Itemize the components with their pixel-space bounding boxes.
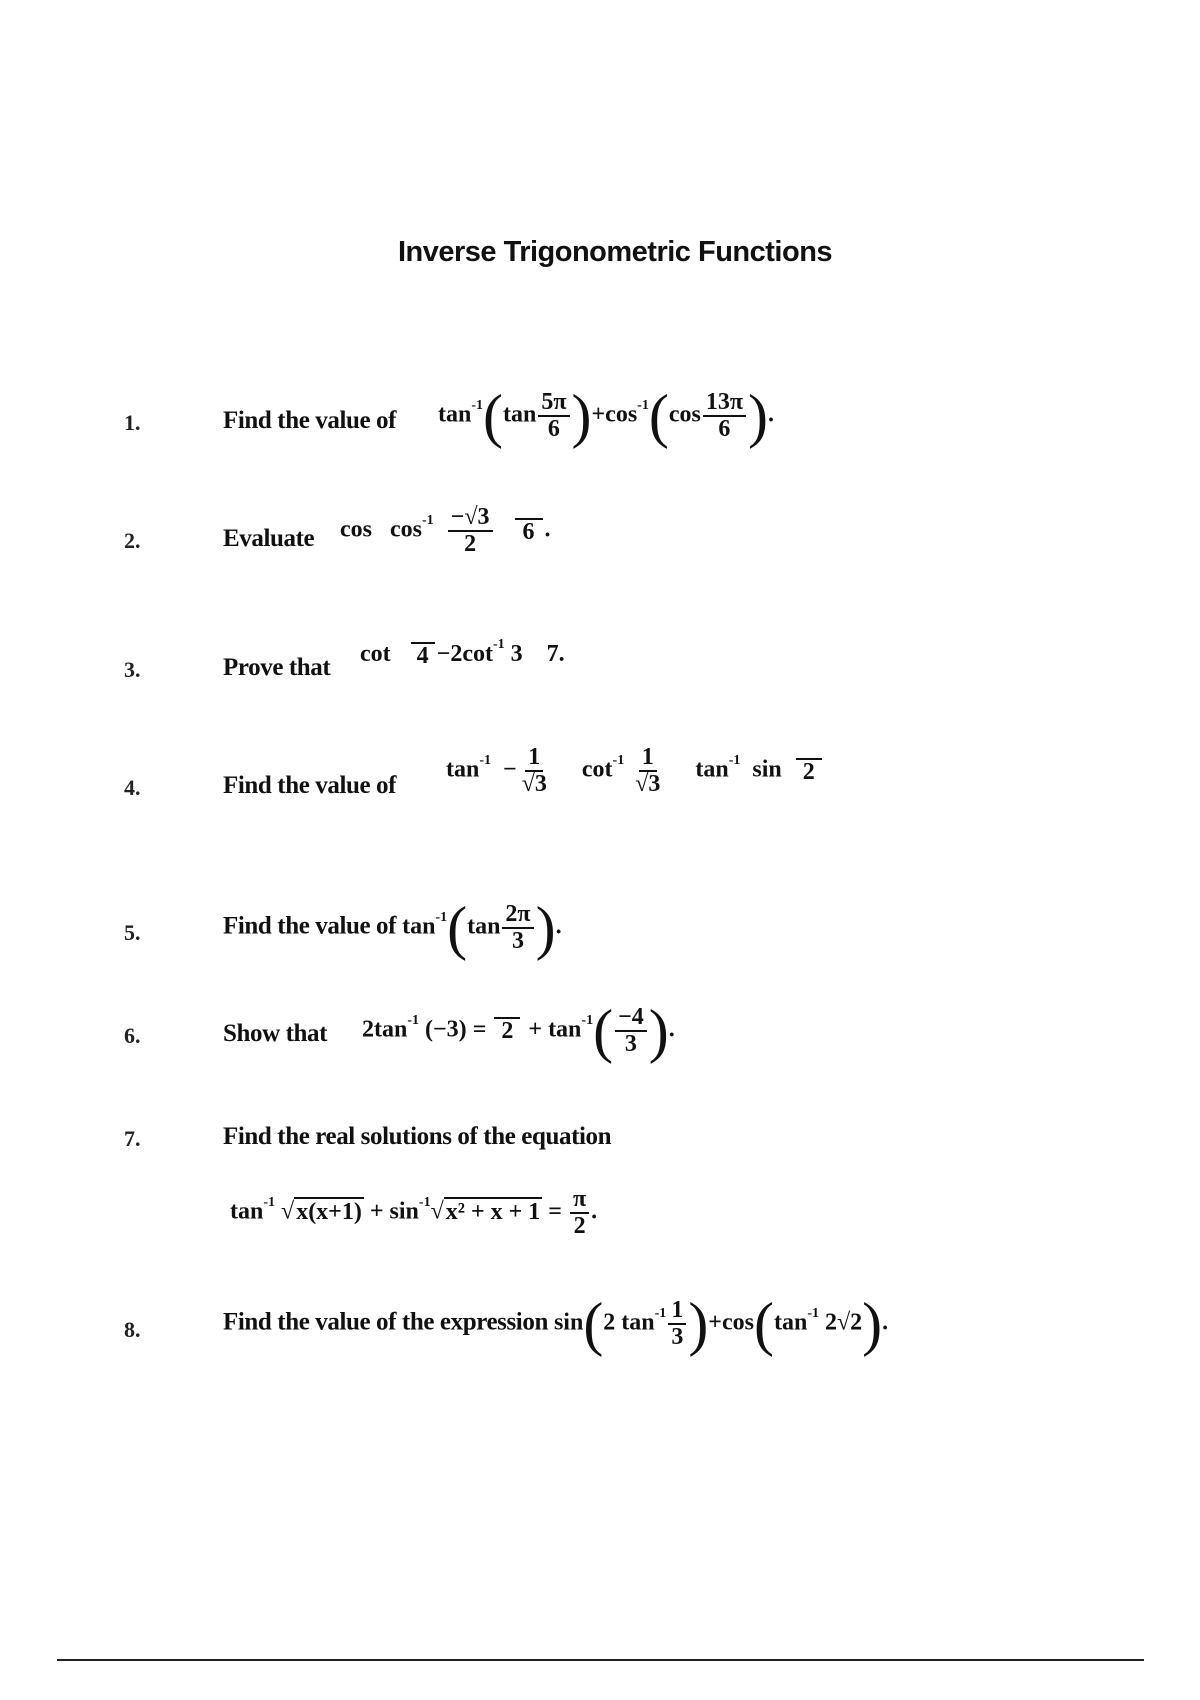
math-expression: $2\tan^{-1}$ (−3) = 2 + $\tan^{-1}$( $\frac{-4}{3}$ ).	[362, 998, 675, 1064]
question-8	[0, 1290, 1200, 1380]
math-expression: cot 4 $-2\cot^{-1}$ 3 7.	[360, 637, 565, 669]
math-expression: Find the value of the expression sin(2 $\tan^{-1}$ $\frac{1}{3}$ )$+\cos(\tan^{-1}$ 2√2).	[223, 1291, 889, 1357]
question-2	[0, 505, 1200, 595]
page-title: Inverse Trigonometric Functions	[397, 236, 833, 268]
math-expression: $\tan^{-1}(\tan$ $\frac{5\pi}{6}$ )$+\cos^{-1}(\cos$ $\frac{13\pi}{6}$ ).	[438, 383, 774, 449]
question-text: Evaluate	[223, 525, 315, 552]
question-number: 2.	[124, 528, 141, 553]
question-text: Find the value of	[223, 912, 397, 940]
question-5	[0, 890, 1200, 980]
question-text: Find the value of the expression	[223, 1308, 548, 1336]
question-7	[0, 1115, 1200, 1255]
math-expression: cos $\cos^{-1}$ $\frac{-√3}{2}$ 6 .	[340, 504, 551, 558]
question-text: Find the value of	[223, 772, 397, 799]
question-6	[0, 993, 1200, 1083]
question-number: 7.	[124, 1126, 141, 1151]
question-text: Show that	[223, 1020, 328, 1047]
question-text: Prove that	[223, 654, 331, 681]
math-expression: $\tan^{-1} √x(x+1) + \sin^{-1}√x^2 + x + 1$ = $\frac{\pi}{2}$ .	[230, 1186, 598, 1240]
question-3	[0, 637, 1200, 727]
question-number: 1.	[124, 410, 141, 435]
question-number: 4.	[124, 775, 141, 800]
question-number: 8.	[124, 1317, 141, 1342]
question-1	[0, 372, 1200, 462]
question-number: 5.	[124, 920, 141, 945]
question-4	[0, 745, 1200, 835]
math-expression: Find the value of $\tan^{-1}(\tan$ $\frac{2\pi}{3}$ ).	[223, 895, 562, 961]
footer-rule	[57, 1659, 1144, 1661]
question-number: 6.	[124, 1023, 141, 1048]
question-text: Find the real solutions of the equation	[223, 1123, 612, 1150]
math-expression: $\tan^{-1}$ − $\frac{1}{√3}$ $\cot^{-1}$ $\frac{1}{√3}$ $\tan^{-1} \sin$ 2	[446, 745, 824, 797]
question-number: 3.	[124, 657, 141, 682]
question-text: Find the value of	[223, 407, 397, 434]
